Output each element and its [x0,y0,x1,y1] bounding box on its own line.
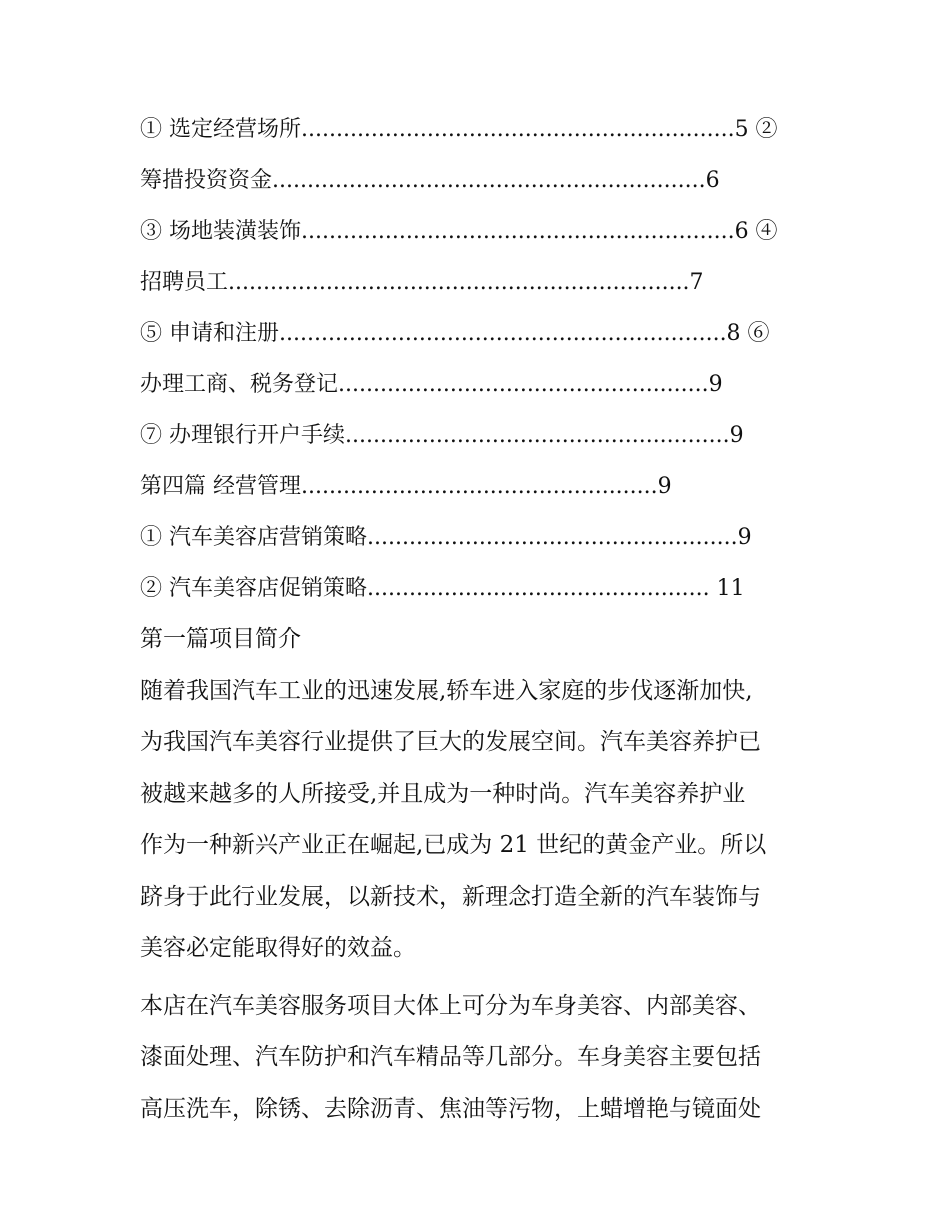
toc-line: ③ 场地装潢装饰..............................................................6 ④ [140,219,778,244]
paragraph-line: 作为一种新兴产业正在崛起,已成为 21 世纪的黄金产业。所以 [140,832,767,858]
paragraph-line: 漆面处理、汽车防护和汽车精品等几部分。车身美容主要包括 [140,1044,761,1070]
toc-line: 办理工商、税务登记.....................................................9 [140,372,723,397]
toc-line: ① 选定经营场所..............................................................5 ② [140,117,778,142]
toc-line: 筹措投资资金..............................................................6 [140,168,720,193]
page-content [140,104,812,1135]
paragraph-line: 被越来越多的人所接受,并且成为一种时尚。汽车美容养护业 [140,780,746,807]
section-title: 第一篇项目简介 [140,626,301,652]
toc-line: ⑤ 申请和注册................................................................8 ⑥ [140,321,770,346]
toc-line: ⑦ 办理银行开户手续.......................................................9 [140,423,744,448]
toc-line: 第四篇 经营管理...................................................9 [140,474,672,499]
paragraph-line: 高压洗车，除锈、去除沥青、焦油等污物，上蜡增艳与镜面处 [140,1095,761,1122]
toc-line: 招聘员工..................................................................7 [140,270,704,295]
paragraph-line: 随着我国汽车工业的迅速发展,轿车进入家庭的步伐逐渐加快, [140,677,753,704]
toc-line: ① 汽车美容店营销策略.....................................................9 [140,525,752,550]
paragraph-line: 为我国汽车美容行业提供了巨大的发展空间。汽车美容养护已 [140,729,761,755]
paragraph-line: 跻身于此行业发展，以新技术，新理念打造全新的汽车装饰与 [140,883,761,910]
paragraph-line: 本店在汽车美容服务项目大体上可分为车身美容、内部美容、 [140,992,761,1019]
paragraph-line: 美容必定能取得好的效益。 [140,935,416,961]
toc-line: ② 汽车美容店促销策略................................................. 11 [140,576,745,601]
